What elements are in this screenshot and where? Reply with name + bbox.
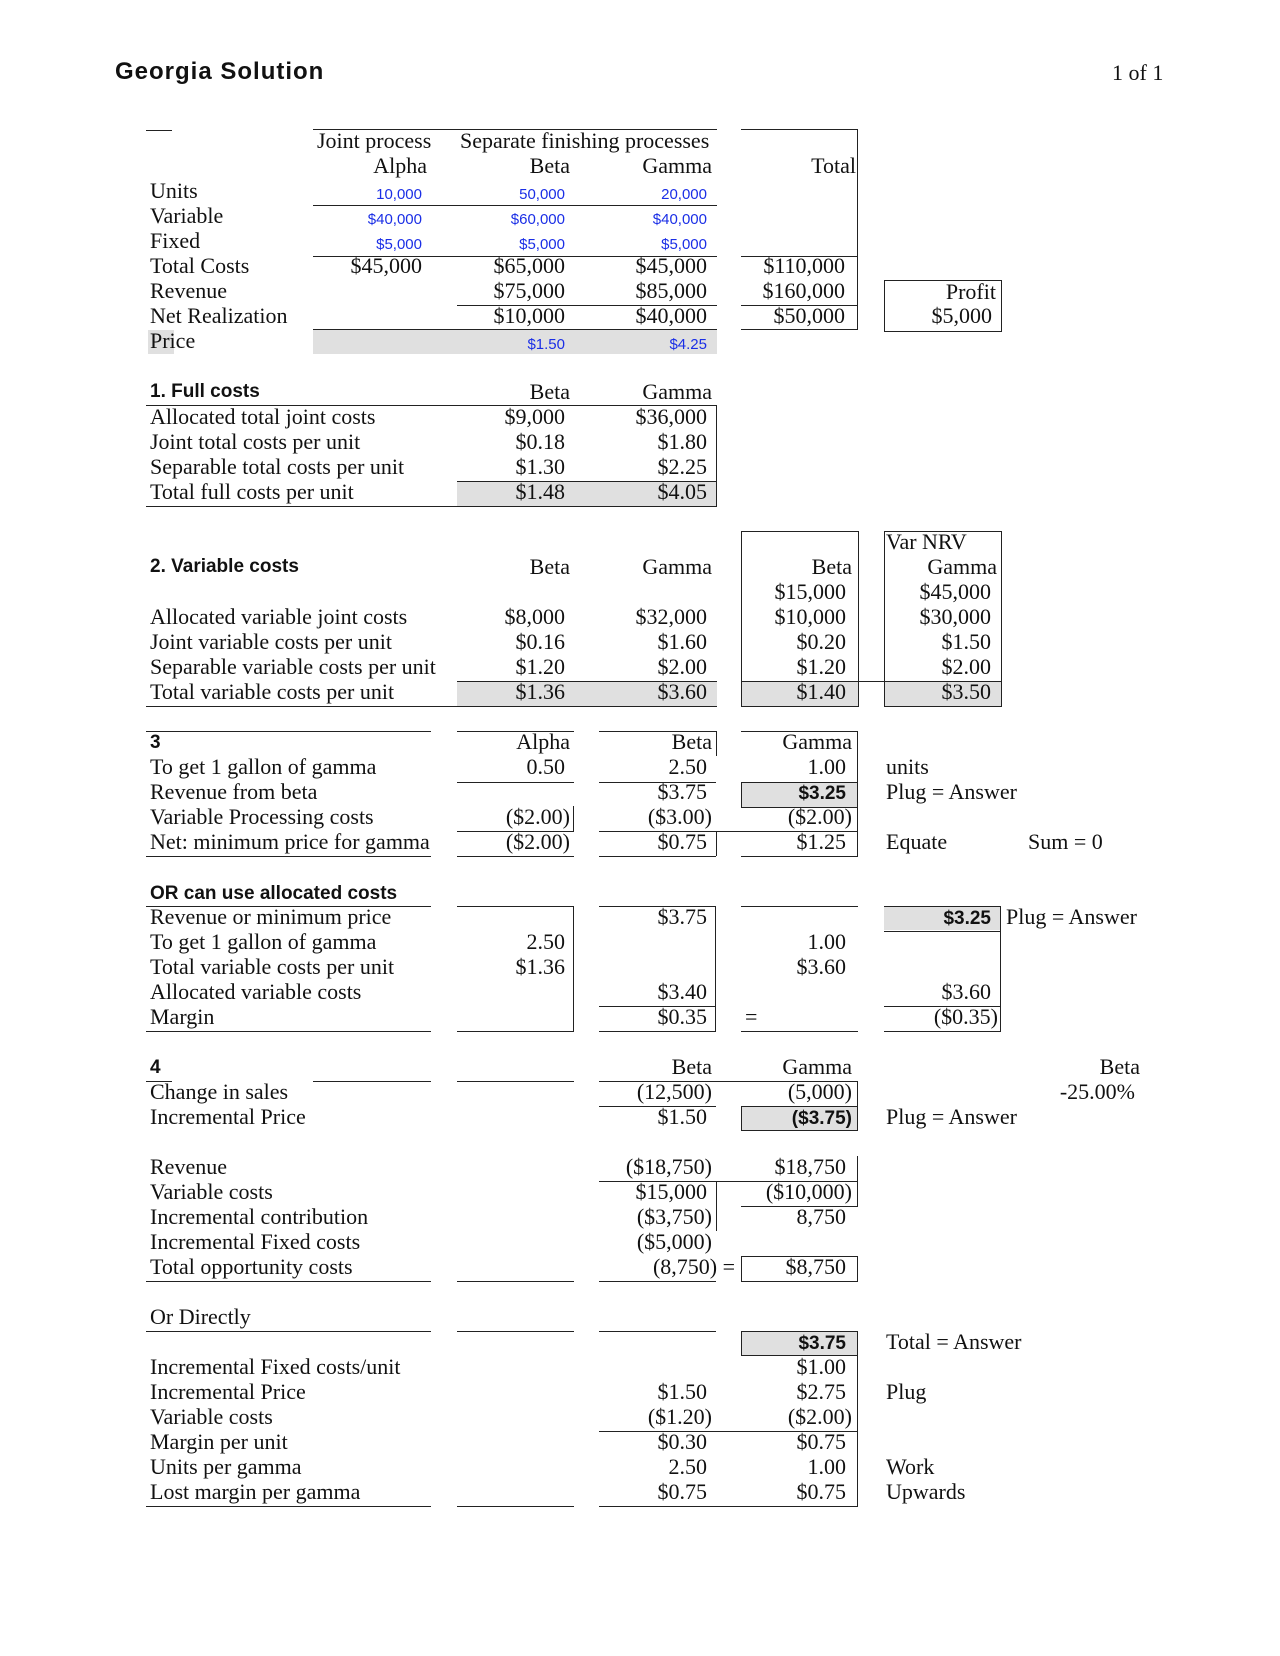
value: $1.36	[515, 954, 565, 979]
gamma-value: $2.00	[657, 654, 707, 679]
rule	[313, 1331, 431, 1332]
note: Plug	[886, 1379, 927, 1404]
value: 2.50	[526, 929, 565, 954]
nrv-col-gamma: Gamma	[927, 554, 997, 579]
rule	[313, 1081, 431, 1082]
rule	[146, 506, 717, 507]
fixed-beta: $5,000	[519, 236, 565, 253]
rule	[599, 1506, 858, 1507]
note: units	[886, 754, 929, 779]
beta-value: 2.50	[668, 1454, 707, 1479]
variable-gamma: $40,000	[652, 211, 707, 228]
rule	[741, 856, 858, 857]
gamma-value: $1.60	[657, 629, 707, 654]
nrv-col-beta: Beta	[811, 554, 852, 579]
alpha-value: ($2.00)	[505, 829, 570, 854]
row-label: Incremental Fixed costs/unit	[150, 1354, 401, 1379]
rule	[457, 1506, 574, 1507]
value: ($0.35)	[933, 1004, 998, 1029]
row-label: Total variable costs per unit	[150, 679, 395, 704]
variable-beta: $60,000	[510, 211, 565, 228]
col-gamma: Gamma	[782, 729, 852, 754]
nrv-beta-value: $1.20	[796, 654, 846, 679]
units-beta: 50,000	[519, 186, 565, 203]
note: Total = Answer	[886, 1329, 1022, 1354]
value: 1.00	[807, 929, 846, 954]
gamma-value: $1.00	[796, 1354, 846, 1379]
beta-value: (12,500)	[636, 1079, 712, 1104]
rule	[457, 1081, 574, 1082]
value: $0.35	[657, 1004, 707, 1029]
note: Work	[886, 1454, 935, 1479]
net-gamma: $40,000	[635, 303, 707, 328]
nrv-beta-value: $1.40	[796, 679, 846, 704]
rule	[146, 1031, 431, 1032]
row-label-variable: Variable	[150, 203, 224, 228]
row-label-revenue: Revenue	[150, 278, 227, 303]
col-beta: Beta	[529, 379, 570, 404]
total-answer: $3.75	[798, 1333, 846, 1354]
row-label: To get 1 gallon of gamma	[150, 754, 377, 779]
separate-processes-header: Separate finishing processes	[460, 128, 710, 153]
rule	[146, 706, 717, 707]
value: $3.75	[657, 904, 707, 929]
row-label-units: Units	[150, 178, 198, 203]
rule	[716, 405, 717, 506]
rule	[716, 731, 717, 756]
row-label: Separable total costs per unit	[150, 454, 405, 479]
rule	[857, 129, 858, 330]
rule	[146, 856, 431, 857]
rule	[599, 856, 716, 857]
total-costs-total: $110,000	[763, 253, 845, 278]
row-label-fixed: Fixed	[150, 228, 201, 253]
row-label: Revenue from beta	[150, 779, 318, 804]
gamma-value: $0.75	[796, 1479, 846, 1504]
profit-value: $5,000	[931, 303, 992, 328]
note: Plug = Answer	[1006, 904, 1137, 929]
net-total: $50,000	[773, 303, 845, 328]
net-beta: $10,000	[493, 303, 565, 328]
or-directly-heading: Or Directly	[150, 1304, 251, 1329]
row-label: To get 1 gallon of gamma	[150, 929, 377, 954]
equals-sign: =	[745, 1004, 758, 1029]
gamma-value: $32,000	[635, 604, 707, 629]
beta-value: $8,000	[504, 604, 565, 629]
gamma-value: $3.60	[657, 679, 707, 704]
gamma-value: $0.75	[796, 1429, 846, 1454]
nrv-beta-value: $15,000	[774, 579, 846, 604]
section-4-heading: 4	[150, 1057, 161, 1078]
revenue-total: $160,000	[762, 278, 845, 303]
rule	[146, 731, 431, 732]
row-label: Allocated total joint costs	[150, 404, 376, 429]
beta-value: $0.75	[657, 829, 707, 854]
row-label: Revenue	[150, 1154, 227, 1179]
beta-value: $1.20	[515, 654, 565, 679]
variable-costs-heading: 2. Variable costs	[150, 556, 299, 577]
gamma-value: ($10,000)	[765, 1179, 852, 1204]
rule	[457, 782, 574, 783]
nrv-beta-value: $0.20	[796, 629, 846, 654]
row-label: Joint variable costs per unit	[150, 629, 392, 654]
row-label: Total full costs per unit	[150, 479, 354, 504]
page-number: 1 of 1	[1112, 60, 1164, 85]
rule	[741, 129, 858, 130]
col-beta: Beta	[671, 729, 712, 754]
beta-value: (8,750) =	[652, 1254, 735, 1279]
row-label: Total variable costs per unit	[150, 954, 395, 979]
row-label: Incremental Price	[150, 1379, 306, 1404]
side-label: Beta	[1099, 1054, 1140, 1079]
row-label: Net: minimum price for gamma	[150, 829, 430, 854]
gamma-value: $18,750	[774, 1154, 846, 1179]
row-label: Margin per unit	[150, 1429, 288, 1454]
row-label: Joint total costs per unit	[150, 429, 361, 454]
beta-value: $0.16	[515, 629, 565, 654]
row-label: Total opportunity costs	[150, 1254, 353, 1279]
note: Equate	[886, 829, 948, 854]
value: $3.60	[796, 954, 846, 979]
row-label: Lost margin per gamma	[150, 1479, 361, 1504]
allocated-heading: OR can use allocated costs	[150, 883, 398, 904]
gamma-value: $8,750	[785, 1254, 846, 1279]
col-beta: Beta	[529, 554, 570, 579]
beta-value: ($1.20)	[647, 1404, 712, 1429]
col-alpha: Alpha	[516, 729, 570, 754]
rule	[857, 1081, 858, 1106]
col-gamma: Gamma	[642, 554, 712, 579]
full-costs-heading: 1. Full costs	[150, 381, 260, 402]
col-total: Total	[811, 153, 856, 178]
rule	[457, 1331, 574, 1332]
revenue-beta: $75,000	[493, 278, 565, 303]
beta-value: $0.30	[657, 1429, 707, 1454]
rule	[457, 856, 574, 857]
rule	[741, 1031, 858, 1032]
row-label: Allocated variable costs	[150, 979, 362, 1004]
row-label-price: Price	[150, 328, 196, 353]
beta-value: $15,000	[635, 1179, 707, 1204]
col-gamma: Gamma	[642, 379, 712, 404]
row-label-total-costs: Total Costs	[150, 253, 250, 278]
gamma-value: $4.05	[657, 479, 707, 504]
beta-value: ($5,000)	[636, 1229, 712, 1254]
beta-value: ($3,750)	[636, 1204, 712, 1229]
row-label: Units per gamma	[150, 1454, 302, 1479]
row-label: Change in sales	[150, 1079, 289, 1104]
gamma-value: $1.25	[796, 829, 846, 854]
col-gamma: Gamma	[782, 1054, 852, 1079]
value: $3.40	[657, 979, 707, 1004]
row-label: Allocated variable joint costs	[150, 604, 408, 629]
rule	[741, 329, 858, 330]
col-beta: Beta	[529, 153, 570, 178]
beta-value: $0.18	[515, 429, 565, 454]
rule	[716, 831, 717, 856]
rule	[457, 1281, 574, 1282]
beta-value: $9,000	[504, 404, 565, 429]
fixed-alpha: $5,000	[376, 236, 422, 253]
price-beta: $1.50	[527, 336, 565, 353]
alpha-value: ($2.00)	[505, 804, 570, 829]
side-value: -25.00%	[1059, 1079, 1135, 1104]
gamma-value: $36,000	[635, 404, 707, 429]
nrv-gamma-value: $3.50	[941, 679, 991, 704]
rule	[599, 1331, 716, 1332]
rule	[146, 1281, 431, 1282]
page-title: Georgia Solution	[115, 58, 325, 85]
row-label: Variable costs	[150, 1179, 273, 1204]
gamma-value: ($2.00)	[787, 804, 852, 829]
col-beta: Beta	[671, 1054, 712, 1079]
gamma-value: (5,000)	[787, 1079, 852, 1104]
rule	[599, 1281, 716, 1282]
note: Upwards	[886, 1479, 966, 1504]
col-alpha: Alpha	[373, 153, 427, 178]
joint-process-header: Joint process	[317, 128, 432, 153]
gamma-answer: $3.25	[798, 783, 846, 804]
section-3-heading: 3	[150, 732, 161, 753]
beta-value: ($3.00)	[647, 804, 712, 829]
revenue-gamma: $85,000	[635, 278, 707, 303]
row-label: Variable Processing costs	[150, 804, 374, 829]
row-label-net-realization: Net Realization	[150, 303, 288, 328]
sum-note: Sum = 0	[1028, 829, 1103, 854]
gamma-value: $2.75	[796, 1379, 846, 1404]
rule	[573, 806, 574, 831]
rule	[146, 1506, 431, 1507]
beta-value: 2.50	[668, 754, 707, 779]
beta-value: $1.48	[515, 479, 565, 504]
gamma-value: ($2.00)	[787, 1404, 852, 1429]
row-label: Incremental Fixed costs	[150, 1229, 361, 1254]
nrv-gamma-value: $30,000	[919, 604, 991, 629]
nrv-gamma-value: $2.00	[941, 654, 991, 679]
total-costs-beta: $65,000	[493, 253, 565, 278]
col-gamma: Gamma	[642, 153, 712, 178]
beta-value: $1.50	[657, 1379, 707, 1404]
var-nrv-title: Var NRV	[886, 529, 967, 554]
total-costs-alpha: $45,000	[350, 253, 422, 278]
row-label: Variable costs	[150, 1404, 273, 1429]
rule	[716, 1181, 717, 1231]
gamma-value: $1.80	[657, 429, 707, 454]
beta-value: $3.75	[657, 779, 707, 804]
row-label: Margin	[150, 1004, 215, 1029]
total-costs-gamma: $45,000	[635, 253, 707, 278]
note: Plug = Answer	[886, 1104, 1017, 1129]
beta-value: $1.30	[515, 454, 565, 479]
gamma-value: 8,750	[796, 1204, 846, 1229]
row-label: Incremental contribution	[150, 1204, 369, 1229]
units-gamma: 20,000	[661, 186, 707, 203]
fixed-gamma: $5,000	[661, 236, 707, 253]
gamma-value: 1.00	[807, 1454, 846, 1479]
profit-label: Profit	[945, 279, 996, 304]
gamma-value: 1.00	[807, 754, 846, 779]
nrv-beta-value: $10,000	[774, 604, 846, 629]
row-label: Revenue or minimum price	[150, 904, 392, 929]
rule	[313, 329, 717, 330]
nrv-gamma-value: $45,000	[919, 579, 991, 604]
variable-alpha: $40,000	[367, 211, 422, 228]
beta-value: $0.75	[657, 1479, 707, 1504]
note: Plug = Answer	[886, 779, 1017, 804]
gamma-value: $2.25	[657, 454, 707, 479]
beta-value: $1.36	[515, 679, 565, 704]
rule	[146, 130, 172, 131]
value: $3.60	[941, 979, 991, 1004]
nrv-gamma-value: $1.50	[941, 629, 991, 654]
rule	[741, 906, 858, 907]
answer-value: $3.25	[943, 908, 991, 929]
beta-value: $1.50	[657, 1104, 707, 1129]
units-alpha: 10,000	[376, 186, 422, 203]
alpha-value: 0.50	[526, 754, 565, 779]
beta-value: ($18,750)	[625, 1154, 712, 1179]
row-label: Incremental Price	[150, 1104, 306, 1129]
gamma-answer: ($3.75)	[791, 1108, 852, 1129]
price-gamma: $4.25	[669, 336, 707, 353]
row-label: Separable variable costs per unit	[150, 654, 436, 679]
